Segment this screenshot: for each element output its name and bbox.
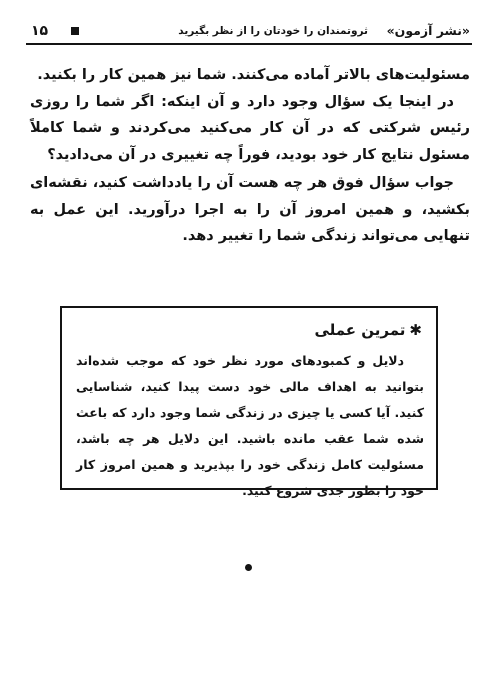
running-title: ثروتمندان را خودتان را از نظر بگیرید [178, 25, 368, 37]
paragraph-1: مسئولیت‌های بالاتر آماده می‌کنند. شما نیز همین کار را بکنید. [37, 67, 470, 83]
paragraph-2: در اینجا یک سؤال وجود دارد و آن اینکه: اگر شما را روزی رئیس شرکتی که در آن کار می‌کنید می‌کردند و شما کاملاً مسئول نتایج کار خود بودید، فوراً چه تغییری در آن می‌دادید؟ [30, 93, 470, 163]
ornament-dot [245, 564, 252, 571]
asterisk-icon: ✱ [409, 321, 422, 339]
exercise-heading [314, 320, 422, 340]
exercise-text [76, 348, 424, 504]
page-number: ۱۵ [31, 23, 49, 39]
exercise-paragraph: دلایل و کمبودهای مورد نظر خود که موجب شده‌اند بتوانید به اهداف مالی خود دست پیدا کنید، شناسایی کنید. آیا کسی یا چیزی در زندگی شما وجود دارد که باعث شده شما عقب مانده باشید. این دلایل هر چه باشد، مسئولیت کامل زندگی خود را بپذیرید و همین امروز کار خود را بطور جدی شروع کنید. [76, 353, 424, 498]
header-rule [26, 43, 472, 45]
page-header [27, 20, 470, 42]
publisher-name: «نشر آزمون» [386, 23, 470, 38]
exercise-title: تمرین عملی [314, 321, 406, 339]
body-text [30, 62, 470, 250]
header-separator-square [71, 27, 79, 35]
exercise-box [60, 306, 438, 498]
paragraph-3: جواب سؤال فوق هر چه هست آن را یادداشت کنید، نقشه‌ای بکشید، و همین امروز آن را به اجرا درآورید. این عمل به تنهایی می‌تواند زندگی شما را تغییر دهد. [30, 175, 470, 244]
